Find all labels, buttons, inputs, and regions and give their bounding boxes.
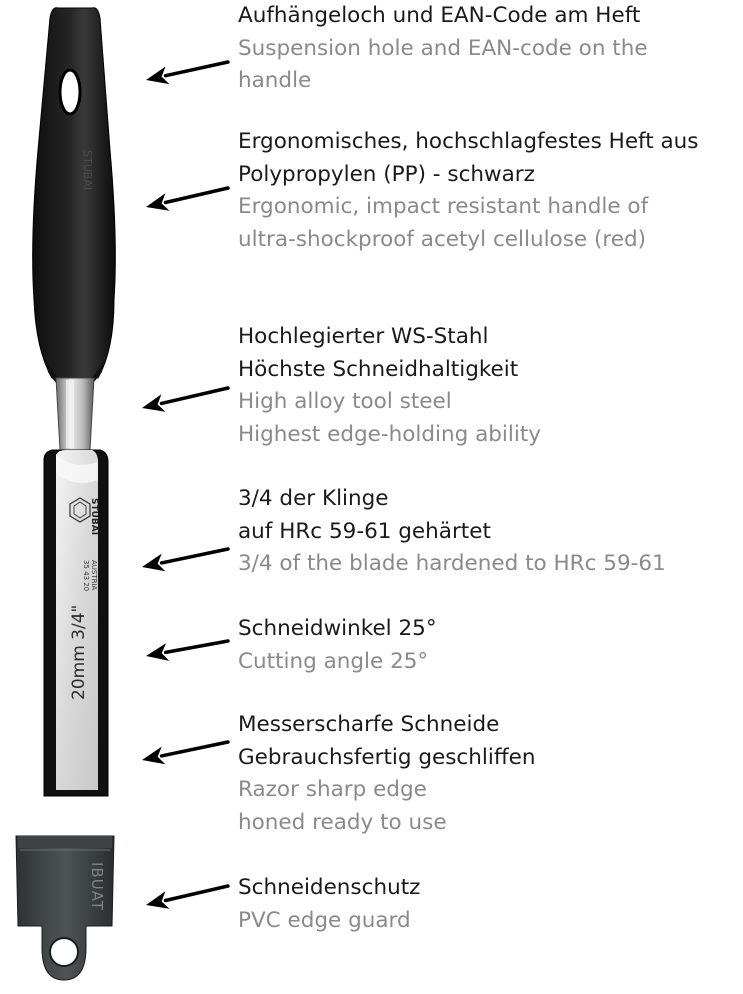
handle	[33, 8, 116, 392]
callout-cutting-angle	[238, 613, 738, 678]
label-de-line: Messerscharfe Schneide	[238, 712, 500, 737]
label-en-line: Razor sharp edge	[238, 777, 427, 802]
arrow-tool-steel-icon	[142, 388, 228, 412]
arrow-suspension-hole-icon	[146, 62, 228, 84]
blade-code-text: 35 43 20	[82, 560, 90, 592]
label-en-line: ultra-shockproof acetyl cellulose (red)	[238, 226, 646, 252]
label-en-line: PVC edge guard	[238, 907, 411, 933]
callout-sharp-edge	[238, 709, 738, 839]
guard-text: IBUAT	[88, 862, 106, 911]
label-en-line: 3/4 of the blade hardened to HRc 59-61	[238, 551, 666, 576]
label-en-line: handle	[238, 68, 312, 93]
label-de-line: Schneidenschutz	[238, 875, 421, 900]
arrow-handle-icon	[146, 188, 228, 211]
label-en-line: honed ready to use	[238, 809, 447, 835]
arrow-edge-guard-icon	[146, 886, 228, 909]
label-en-line: Highest edge-holding ability	[238, 421, 541, 447]
label-de-line: auf HRc 59-61 gehärtet	[238, 518, 491, 544]
label-en-line: Cutting angle 25°	[238, 648, 429, 674]
edge-guard	[16, 836, 114, 980]
callout-handle	[238, 126, 738, 256]
label-de-line: Schneidwinkel 25°	[238, 616, 437, 641]
label-de-line: Hochlegierter WS-Stahl	[238, 324, 489, 349]
label-de-line: Höchste Schneidhaltigkeit	[238, 356, 519, 382]
arrow-sharp-edge-icon	[142, 742, 228, 764]
label-de-line: Gebrauchsfertig geschliffen	[238, 744, 536, 770]
label-de-line: Polypropylen (PP) - schwarz	[238, 161, 535, 187]
callout-hardened-blade	[238, 483, 738, 581]
blade-country-text: AUSTRIA	[90, 560, 98, 591]
label-de-line: Aufhängeloch und EAN-Code am Heft	[238, 3, 641, 28]
callout-edge-guard	[238, 872, 738, 937]
arrow-hardened-blade-icon	[142, 549, 228, 571]
label-de-line: 3/4 der Klinge	[238, 486, 389, 511]
label-en-line: Ergonomic, impact resistant handle of	[238, 194, 649, 219]
blade	[44, 450, 108, 796]
label-en-line: High alloy tool steel	[238, 389, 452, 414]
callout-suspension-hole	[238, 0, 738, 98]
label-de-line: Ergonomisches, hochschlagfestes Heft aus	[238, 129, 699, 154]
handle-brand-text: STUBAI	[81, 150, 94, 191]
blade-brand-text: STUBAI	[89, 498, 99, 536]
neck	[56, 378, 94, 450]
label-en-line: Suspension hole and EAN-code on the	[238, 35, 648, 61]
arrow-cutting-angle-icon	[146, 641, 228, 661]
pointer-arrows	[142, 62, 228, 909]
suspension-hole	[60, 70, 80, 114]
callout-tool-steel	[238, 321, 738, 451]
blade-size-text: 20mm 3/4"	[69, 604, 89, 700]
